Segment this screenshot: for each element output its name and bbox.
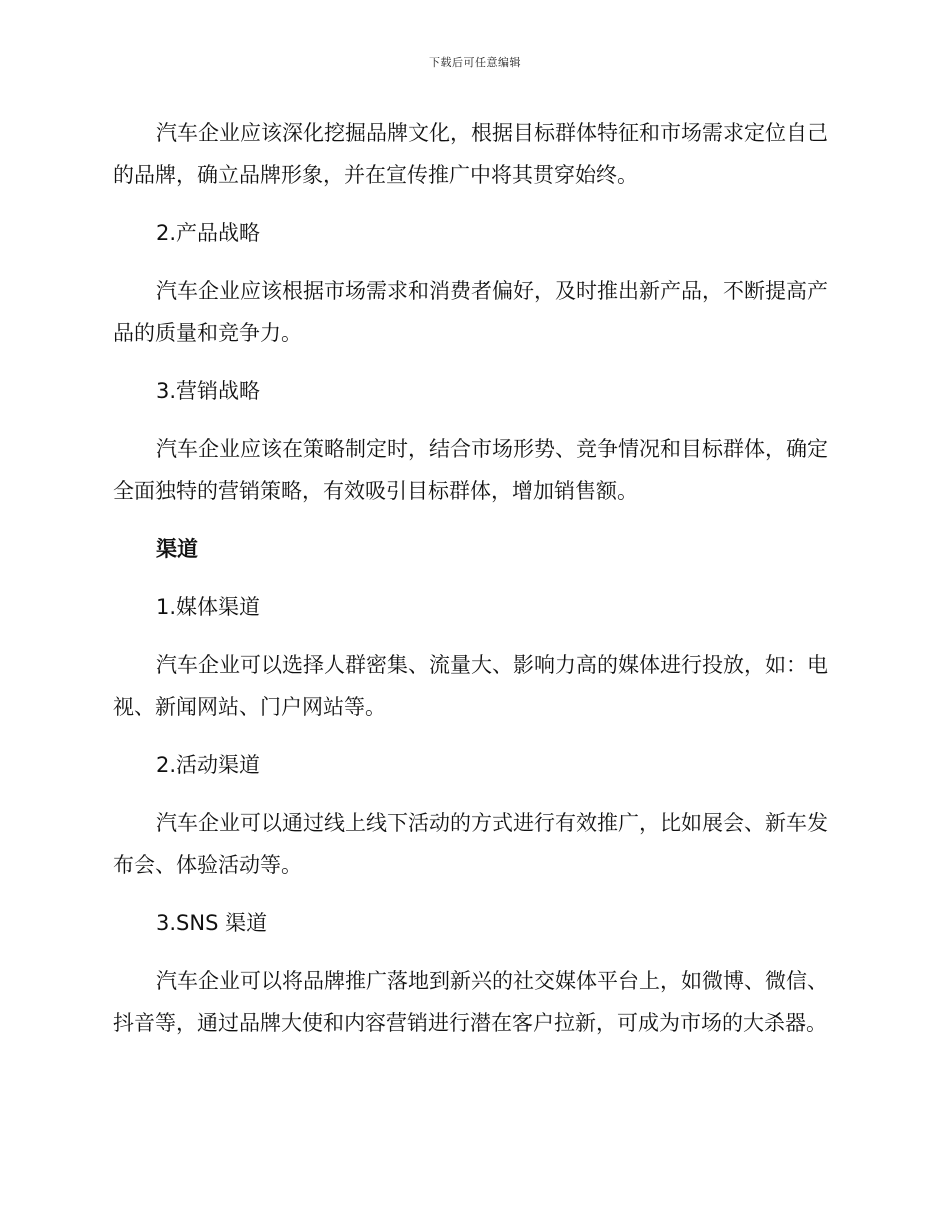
document-body <box>113 112 833 1044</box>
heading-marketing-strategy: 3.营销战略 <box>156 379 261 403</box>
page-header: 下载后可任意编辑 <box>429 56 521 69</box>
heading-event-channel: 2.活动渠道 <box>156 753 261 777</box>
paragraph-sns-channel: 汽车企业可以将品牌推广落地到新兴的社交媒体平台上，如微博、微信、抖音等，通过品牌大使和内容营销进行潜在客户拉新，可成为市场的大杀器。 <box>113 969 828 1035</box>
heading-product-strategy: 2.产品战略 <box>156 221 261 245</box>
paragraph-media-channel: 汽车企业可以选择人群密集、流量大、影响力高的媒体进行投放，如：电视、新闻网站、门户网站等。 <box>113 653 828 719</box>
section-heading-channels: 渠道 <box>156 537 198 561</box>
paragraph-event-channel: 汽车企业可以通过线上线下活动的方式进行有效推广，比如展会、新车发布会、体验活动等。 <box>113 811 828 877</box>
paragraph-product-strategy: 汽车企业应该根据市场需求和消费者偏好，及时推出新产品，不断提高产品的质量和竞争力。 <box>113 279 828 345</box>
paragraph-marketing-strategy: 汽车企业应该在策略制定时，结合市场形势、竞争情况和目标群体，确定全面独特的营销策略，有效吸引目标群体，增加销售额。 <box>113 437 828 503</box>
paragraph-brand-culture: 汽车企业应该深化挖掘品牌文化，根据目标群体特征和市场需求定位自己的品牌，确立品牌形象，并在宣传推广中将其贯穿始终。 <box>113 121 828 187</box>
heading-media-channel: 1.媒体渠道 <box>156 595 261 619</box>
heading-sns-channel: 3.SNS 渠道 <box>156 911 268 935</box>
